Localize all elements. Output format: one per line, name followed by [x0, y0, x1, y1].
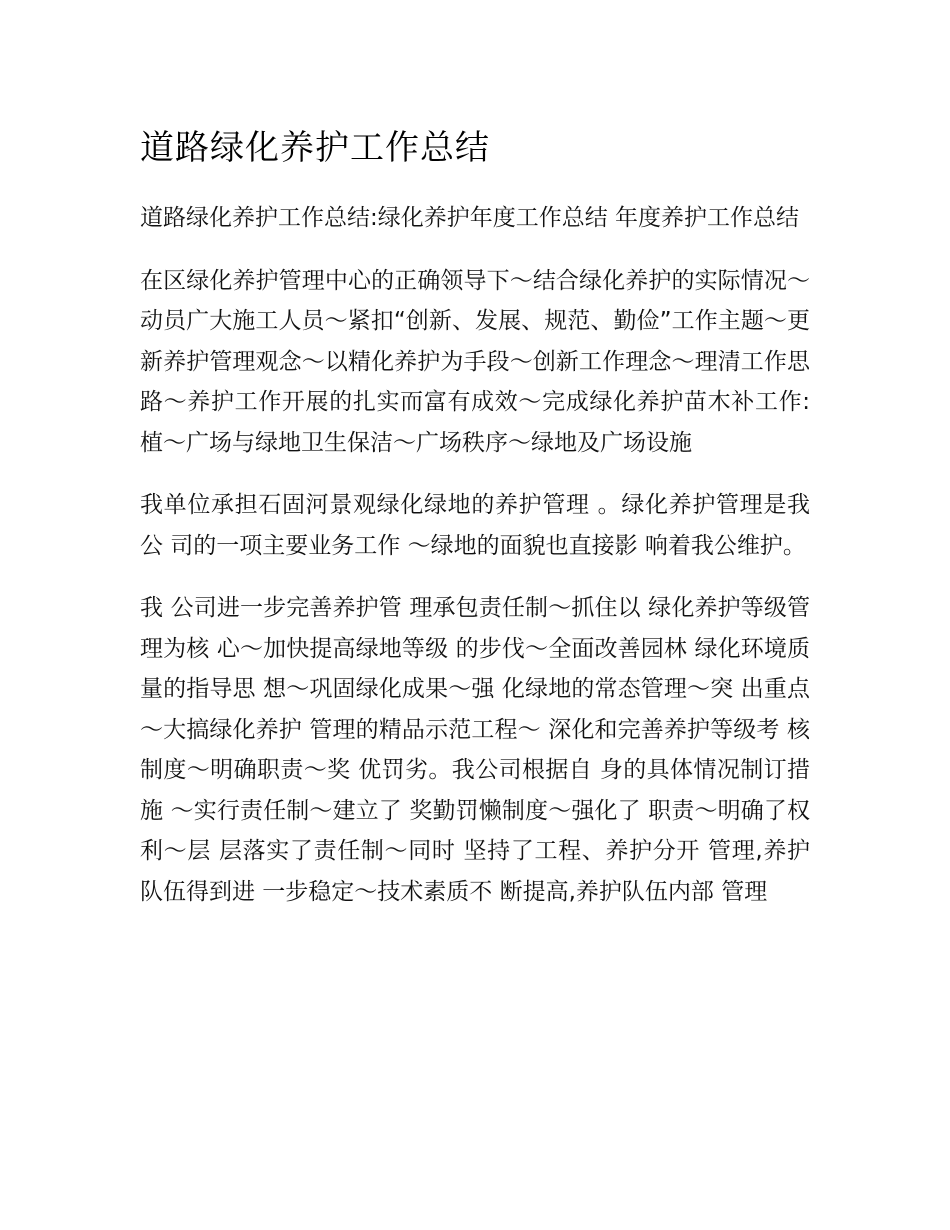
- body-paragraph-1: 在区绿化养护管理中心的正确领导下～结合绿化养护的实际情况～动员广大施工人员～紧扣“创新、发展、规范、勤俭”工作主题～更新养护管理观念～以精化养护为手段～创新工作理念～理清工作思路～养护工作开展的扎实而富有成效～完成绿化养护苗木补工作:植～广场与绿地卫生保洁～广场秩序～绿地及广场设施: [140, 267, 810, 456]
- body-paragraph-2: 我单位承担石固河景观绿化绿地的养护管理 。绿化养护管理是我公 司的一项主要业务工作 ～绿地的面貌也直接影 响着我公维护。: [140, 492, 810, 559]
- subtitle-paragraph: 道路绿化养护工作总结:绿化养护年度工作总结 年度养护工作总结: [140, 205, 800, 231]
- page-title: 道路绿化养护工作总结: [140, 128, 490, 168]
- body-paragraph-3: 我 公司进一步完善养护管 理承包责任制～抓住以 绿化养护等级管理为核 心～加快提高绿地等级 的步伐～全面改善园林 绿化环境质量的指导思 想～巩固绿化成果～强 化绿地的常态管理～突 出重点～大搞绿化养护 管理的精品示范工程～ 深化和完善养护等级考 核制度～明确职责～奖 优罚劣。我公司根据自 身的具体情况制订措施 ～实行责任制～建立了 奖勤罚懒制度～强化了 职责～明确了权利～层 层落实了责任制～同时 坚持了工程、养护分开 管理,养护队伍得到进 一步稳定～技术素质不 断提高,养护队伍内部 管理: [140, 595, 810, 905]
